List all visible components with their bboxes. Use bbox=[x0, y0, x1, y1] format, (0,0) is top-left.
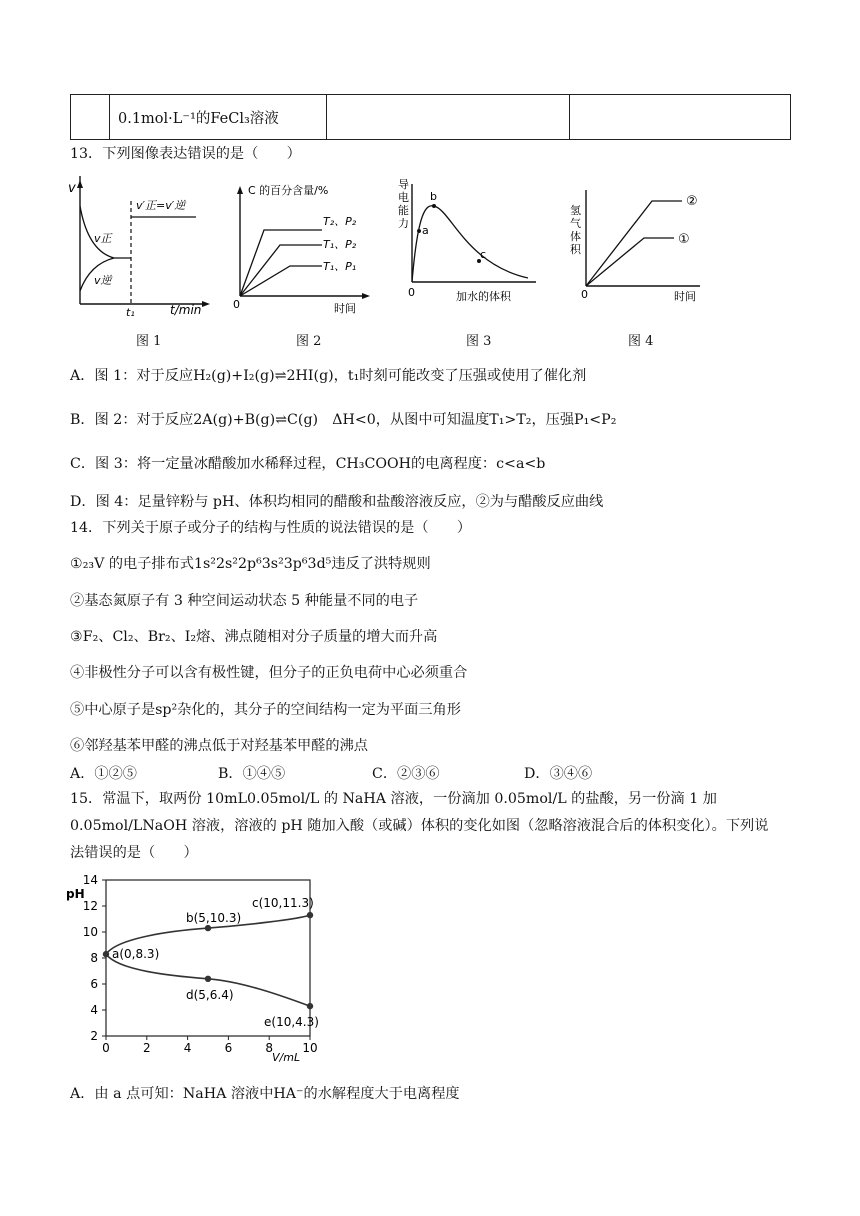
q14-option-d: D．③④⑥ bbox=[524, 766, 593, 782]
x-tick-label: 6 bbox=[224, 1041, 233, 1055]
data-point bbox=[205, 925, 211, 931]
data-point-label: a(0,8.3) bbox=[112, 947, 160, 962]
fig1-v-rev-label: v逆 bbox=[94, 274, 112, 287]
q13-stem: 13．下列图像表达错误的是（ ） bbox=[70, 146, 301, 162]
q14-option-c: C．②③⑥ bbox=[372, 766, 440, 782]
svg-text:力: 力 bbox=[398, 217, 409, 230]
y-tick-label: 8 bbox=[90, 951, 98, 965]
q15-option-a: A．由 a 点可知：NaHA 溶液中HA⁻的水解程度大于电离程度 bbox=[70, 1086, 460, 1102]
q14-statement-1: ①₂₃V 的电子排布式1s²2s²2p⁶3s²3p⁶3d⁵违反了洪特规则 bbox=[70, 556, 431, 572]
q14-option-a: A．①②⑤ bbox=[70, 766, 137, 782]
q14-option-b: B．①④⑤ bbox=[218, 766, 286, 782]
fig4-caption: 图 4 bbox=[628, 334, 654, 349]
fig4-y-label-1: 氢 bbox=[570, 204, 581, 217]
y-tick-label: 2 bbox=[90, 1029, 98, 1043]
fig4-x-label: 时间 bbox=[674, 290, 696, 303]
chart-x-label: V/mL bbox=[272, 1051, 301, 1064]
table-cell-blank-1 bbox=[327, 95, 570, 140]
fig2-origin: 0 bbox=[233, 298, 240, 311]
q15-stem-line-3: 法错误的是（ ） bbox=[70, 845, 198, 861]
q14-statement-3: ③F₂、Cl₂、Br₂、I₂熔、沸点随相对分子质量的增大而升高 bbox=[70, 629, 438, 645]
fig4-line-2-label: ② bbox=[686, 194, 698, 209]
svg-text:电: 电 bbox=[398, 191, 409, 204]
fig1-y-label: v bbox=[68, 181, 76, 196]
x-tick-label: 8 bbox=[265, 1041, 274, 1055]
q15-stem-line-1: 15．常温下，取两份 10mL0.05mol/L 的 NaHA 溶液，一份滴加 0.05mol/L 的盐酸，另一份滴 1 加 bbox=[70, 791, 717, 807]
table-cell-empty bbox=[71, 95, 110, 140]
svg-text:能: 能 bbox=[398, 204, 409, 217]
data-point-label: e(10,4.3) bbox=[264, 1015, 319, 1030]
fig3-point-b: b bbox=[430, 190, 437, 203]
q13-figure-2 bbox=[230, 180, 380, 316]
x-tick-label: 4 bbox=[183, 1041, 192, 1055]
table-cell-blank-2 bbox=[570, 95, 791, 140]
y-tick-label: 6 bbox=[90, 977, 98, 991]
q15-stem-line-2: 0.05mol/LNaOH 溶液，溶液的 pH 随加入酸（或碱）体积的变化如图（忽略溶液混合后的体积变化）。下列说 bbox=[70, 818, 769, 834]
q13-figure-4 bbox=[566, 186, 716, 306]
fig3-point-a: a bbox=[422, 224, 429, 237]
fig3-caption: 图 3 bbox=[466, 334, 492, 349]
svg-text:气: 气 bbox=[570, 217, 581, 230]
y-tick-label: 4 bbox=[90, 1003, 98, 1017]
q13-figure-1 bbox=[66, 176, 216, 316]
fig3-origin: 0 bbox=[408, 286, 415, 299]
fig3-y-label-1: 导 bbox=[398, 178, 409, 191]
table-cell-reagent: 0.1mol·L⁻¹的FeCl₃溶液 bbox=[110, 95, 327, 140]
fig3-curve bbox=[412, 206, 528, 282]
svg-text:积: 积 bbox=[570, 243, 581, 256]
fig1-v-fwd-label: v正 bbox=[94, 232, 112, 245]
chart-y-label: pH bbox=[66, 887, 85, 901]
fig1-t1-label: t₁ bbox=[126, 306, 135, 316]
q13-figure-3 bbox=[396, 176, 546, 306]
data-point-label: d(5,6.4) bbox=[186, 987, 234, 1002]
q13-option-d: D．图 4：足量锌粉与 pH、体积均相同的醋酸和盐酸溶液反应，②为与醋酸反应曲线 bbox=[70, 494, 604, 510]
y-tick-label: 10 bbox=[82, 925, 98, 939]
fig3-x-label: 加水的体积 bbox=[456, 290, 511, 303]
y-tick-label: 12 bbox=[82, 899, 98, 913]
fig1-caption: 图 1 bbox=[136, 334, 162, 349]
data-point bbox=[103, 951, 109, 957]
fig1-x-label: t/min bbox=[170, 303, 202, 316]
fig2-line-3-label: T₁、P₁ bbox=[323, 260, 357, 273]
fig2-line-1-label: T₂、P₂ bbox=[323, 215, 357, 228]
q14-statement-4: ④非极性分子可以含有极性键，但分子的正负电荷中心必须重合 bbox=[70, 665, 468, 681]
q14-statement-2: ②基态氮原子有 3 种空间运动状态 5 种能量不同的电子 bbox=[70, 593, 419, 609]
y-tick-label: 14 bbox=[82, 873, 98, 887]
fig2-title: C 的百分含量/% bbox=[248, 184, 329, 197]
q14-statement-6: ⑥邻羟基苯甲醛的沸点低于对羟基苯甲醛的沸点 bbox=[70, 738, 368, 754]
data-point-label: b(5,10.3) bbox=[186, 911, 242, 926]
reagent-table bbox=[70, 94, 791, 140]
fig3-point-c: c bbox=[480, 248, 487, 261]
ph-chart bbox=[64, 868, 334, 1068]
data-point-label: c(10,11.3) bbox=[252, 896, 314, 911]
x-tick-label: 0 bbox=[102, 1041, 110, 1055]
data-point bbox=[307, 912, 313, 918]
q14-stem: 14．下列关于原子或分子的结构与性质的说法错误的是（ ） bbox=[70, 520, 472, 536]
x-tick-label: 2 bbox=[142, 1041, 151, 1055]
fig2-caption: 图 2 bbox=[296, 334, 322, 349]
q14-statement-5: ⑤中心原子是sp²杂化的，其分子的空间结构一定为平面三角形 bbox=[70, 702, 461, 718]
svg-text:体: 体 bbox=[570, 230, 581, 243]
data-point bbox=[205, 976, 211, 982]
q13-option-c: C．图 3：将一定量冰醋酸加水稀释过程，CH₃COOH的电离程度：c<a<b bbox=[70, 456, 546, 472]
fig2-x-label: 时间 bbox=[334, 302, 356, 315]
q13-option-b: B．图 2：对于反应2A(g)+B(g)⇌C(g) ΔH<0，从图中可知温度T₁>T₂，压强P₁<P₂ bbox=[70, 412, 617, 428]
x-tick-label: 10 bbox=[302, 1041, 318, 1055]
fig1-v-up-label: v′正=v′逆 bbox=[136, 199, 186, 212]
fig4-line-1-label: ① bbox=[678, 232, 690, 247]
fig2-line-2-label: T₁、P₂ bbox=[323, 238, 357, 251]
data-point bbox=[307, 1003, 313, 1009]
fig4-origin: 0 bbox=[581, 288, 588, 301]
q13-option-a: A．图 1：对于反应H₂(g)+I₂(g)⇌2HI(g)，t₁时刻可能改变了压强或使用了催化剂 bbox=[70, 368, 587, 384]
